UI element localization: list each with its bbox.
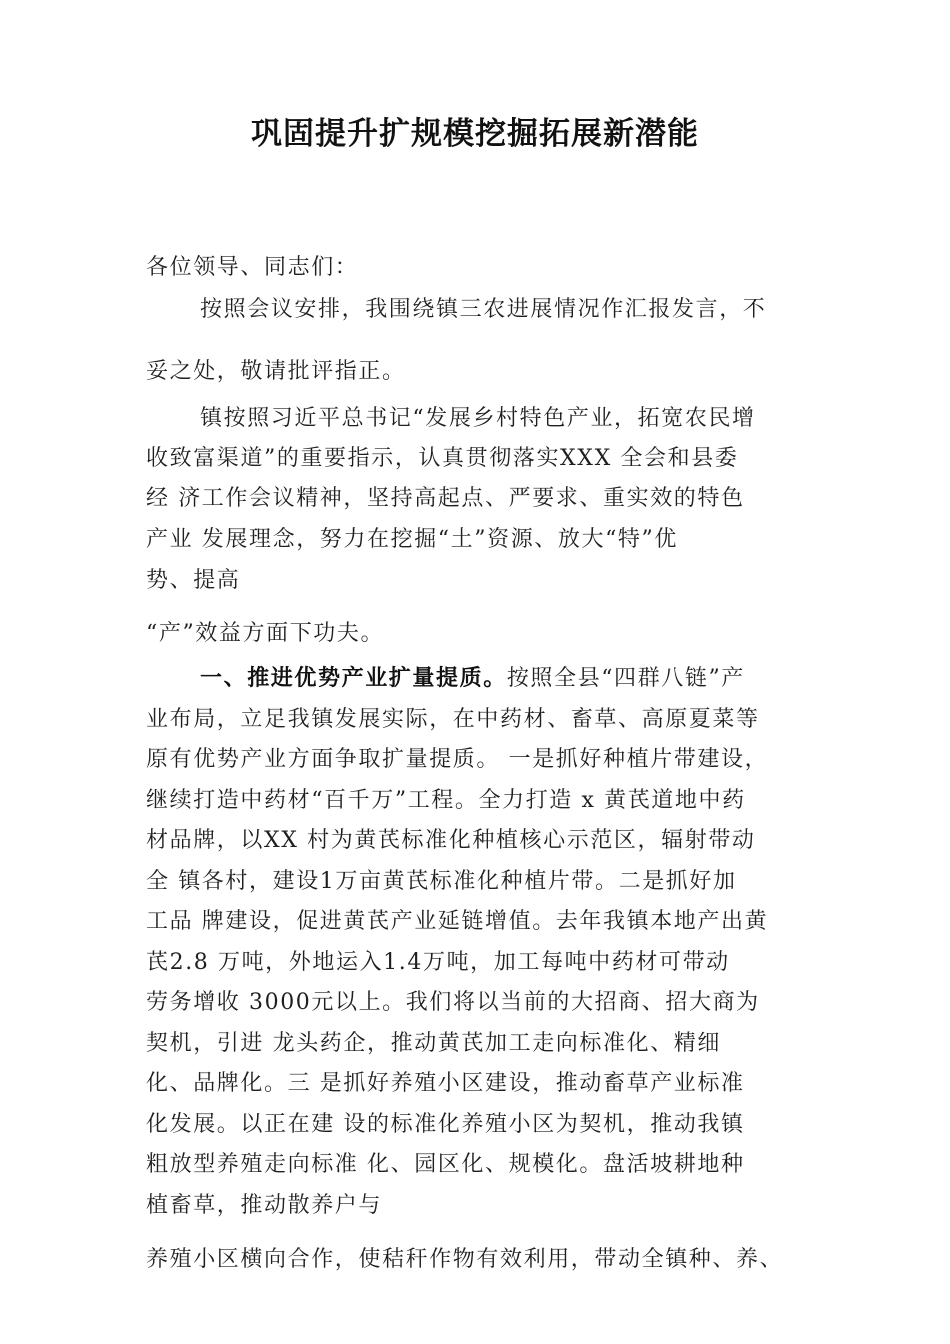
salutation: 各位领导、同志们： [146,255,359,280]
paragraph-line: 原有优势产业方面争取扩量提质。 一是抓好种植片带建设， [146,747,769,772]
paragraph-line: 契机，引进 龙头药企，推动黄芪加工走向标准化、精细 [146,1031,721,1056]
paragraph-line: 化、品牌化。三 是抓好养殖小区建设，推动畜草产业标准 [146,1071,745,1096]
paragraph-line: 材品牌，以XX 村为黄芪标准化种植核心示范区，辐射带动 [146,828,756,853]
paragraph-line: 产业 发展理念，努力在挖掘“土”资源、放大“特”优 [146,527,678,552]
paragraph-line: 收致富渠道”的重要指示，认真贯彻落实XXX 全会和县委 [146,446,739,471]
paragraph-line: 势、提高 [146,568,241,593]
paragraph-line: 粗放型养殖走向标准 化、园区化、规模化。盘活坡耕地种 [146,1152,745,1177]
section-first-line [200,664,745,694]
document-title: 巩固提升扩规模挖掘拓展新潜能 [251,116,699,152]
paragraph-line: 继续打造中药材“百千万”工程。全力打造 x 黄芪道地中药 [146,788,746,813]
paragraph-line: 镇按照习近平总书记“发展乡村特色产业，拓宽农民增 [200,406,756,431]
paragraph-line: 植畜草，推动散养户与 [146,1193,383,1218]
paragraph-line: 全 镇各村，建设1万亩黄芪标准化种植片带。二是抓好加 [146,869,737,894]
section-heading: 一、推进优势产业扩量提质。 [200,666,507,691]
paragraph-line: 芪2.8 万吨，外地运入1.4万吨，加工每吨中药材可带动 [146,950,730,975]
paragraph-line: 养殖小区横向合作，使秸秆作物有效利用，带动全镇种、养、 [146,1247,784,1272]
paragraph-line: 化发展。以正在建 设的标准化养殖小区为契机，推动我镇 [146,1112,745,1137]
paragraph-line: 业布局，立足我镇发展实际，在中药材、畜草、高原夏菜等 [146,707,760,732]
paragraph-line: 经 济工作会议精神，坚持高起点、严要求、重实效的特色 [146,486,745,511]
paragraph-line: 妥之处，敬请批评指正。 [146,359,406,384]
section-first-line-text: 按照全县“四群八链”产 [506,666,745,691]
paragraph-line: 劳务增收 3000元以上。我们将以当前的大招商、招大商为 [146,990,760,1015]
paragraph-line: 工品 牌建设，促进黄芪产业延链增值。去年我镇本地产出黄 [146,909,769,934]
paragraph-line: 按照会议安排，我围绕镇三农进展情况作汇报发言，不 [200,297,767,322]
paragraph-line: “产”效益方面下功夫。 [146,621,385,646]
